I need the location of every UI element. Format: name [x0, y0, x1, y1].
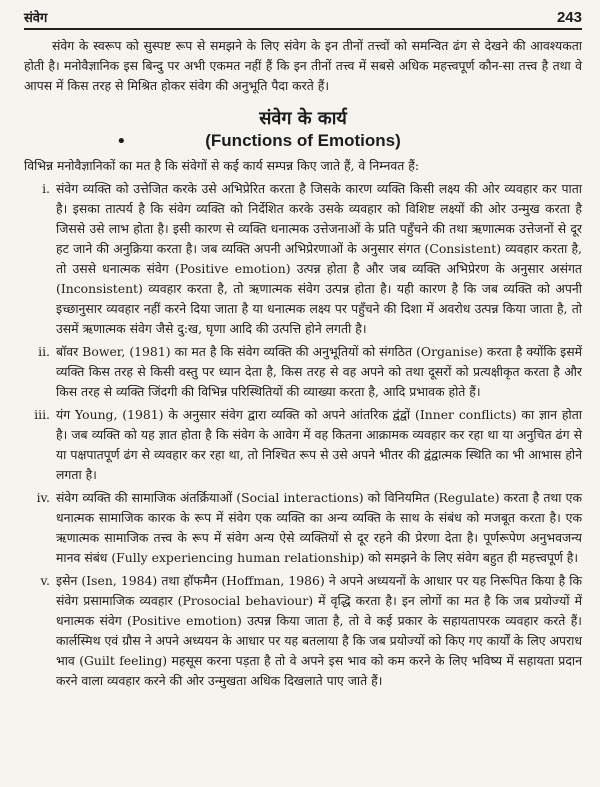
list-item-text: संवेग व्यक्ति को उत्तेजित करके उसे अभिप्रेरित करता है जिसके कारण व्यक्ति किसी लक्ष्य की ओर व्यवहार कर पाता है। इसका तात्पर्य है कि संवेग व्यक्ति को निर्देशित करके उसके व्यवहार को विशिष्ट लक्ष्यों की ओर उन्मुख करता है जिससे उसे लाभ होता है। इसी कारण से व्यक्ति धनात्मक उत्तेजनाओं के प्रति पहुँचने की तथा ऋणात्मक उत्तेजनों से दूर हट जाने की अनुक्रिया करता है। जब व्यक्ति अपनी अभिप्रेरणाओं के अनुसार संगत (Consistent) व्यवहार करता है, तो उससे धनात्मक संवेग (Positive emotion) उत्पन्न होता है और जब व्यक्ति अभिप्रेरण के अनुसार असंगत (Inconsistent) व्यवहार करता है, तो ऋणात्मक संवेग उत्पन्न होता है। यही कारण है कि जब व्यक्ति को अपनी इच्छानुसार व्यवहार नहीं करने दिया जाता है या धनात्मक लक्ष्य पर पहुँचने की दिशा में अवरोध उत्पन्न किया जाता है, तो उसमें ऋणात्मक संवेग जैसे दु:ख, घृणा आदि की उत्पत्ति होने लगती है। [56, 181, 582, 336]
list-item-number: iv. [36, 490, 50, 505]
list-item [24, 488, 582, 568]
lead-paragraph: विभिन्न मनोवैज्ञानिकों का मत है कि संवेगों से कई कार्य सम्पन्न किए जाते हैं, वे निम्नवत हैं: [24, 158, 420, 173]
list-item [24, 571, 582, 691]
list-item [24, 405, 582, 485]
list-item-text: संवेग व्यक्ति की सामाजिक अंतर्क्रियाओं (Social interactions) को विनियमित (Regulate) करता है तथा एक धनात्मक सामाजिक कारक के रूप में संवेग एक व्यक्ति का अन्य व्यक्ति के साथ के संबंध को मजबूत करता है। एक ऋणात्मक सामाजिक तत्त्व के रूप में संवेग अन्य ऐसे व्यक्तियों से दूर रहने की प्रेरणा देता है। पूर्णरूपेण अनुभवजन्य मानव संबंध (Fully experiencing human relationship) को समझने के लिए संवेग बहुत ही महत्त्वपूर्ण है। [56, 490, 582, 565]
list-item-number: ii. [38, 344, 50, 359]
section-heading-english: (Functions of Emotions) [205, 131, 401, 150]
list-item-number: i. [42, 181, 50, 196]
header-rule [24, 28, 582, 30]
intro-paragraph: संवेग के स्वरूप को सुस्पष्ट रूप से समझने के लिए संवेग के इन तीनों तत्त्वों को समन्वित ढंग से देखने की आवश्यकता होती है। मनोवैज्ञानिक इस बिन्दु पर अभी एकमत नहीं हैं कि इन तीनों तत्त्व में सबसे अधिक महत्त्वपूर्ण कौन-सा तत्त्व है तथा वे आपस में किस तरह से मिश्रित होकर संवेग की अनुभूति पैदा करते हैं। [24, 38, 582, 93]
list-item [24, 179, 582, 339]
bullet-dot-icon: • [116, 131, 127, 152]
list-item-text: बॉवर Bower, (1981) का मत है कि संवेग व्यक्ति की अनुभूतियों को संगठित (Organise) करता है क्योंकि इसमें व्यक्ति किस तरह से किसी वस्तु पर ध्यान देता है, किस तरह से वह अपने को तथा दूसरों को प्रत्यक्षीकृत करता है और किस तरह से व्यक्ति जिंदगी की विभिन्न परिस्थितियों की व्याख्या करता है, आदि प्रभावक होते हैं। [56, 344, 582, 399]
chapter-title: संवेग [24, 11, 48, 26]
list-item-number: v. [40, 573, 50, 588]
list-item [24, 342, 582, 402]
functions-list [24, 179, 582, 691]
running-header [24, 0, 582, 26]
list-item-text: यंग Young, (1981) के अनुसार संवेग द्वारा व्यक्ति को अपने आंतरिक द्वंद्वों (Inner conflicts) का ज्ञान होता है। जब व्यक्ति को यह ज्ञात होता है कि संवेग के आवेग में वह कितना आक्रामक व्यवहार कर रहा था या अनुचित ढंग से या पक्षपातपूर्ण ढंग से व्यवहार कर रहा था, तो निश्चित रूप से उसे अपने भीतर की द्वंद्वात्मक स्थिति का भी आभास होने लगता है। [56, 407, 582, 482]
section-heading-hindi: संवेग के कार्य [259, 108, 347, 129]
list-item-text: इसेन (Isen, 1984) तथा हॉफमैन (Hoffman, 1986) ने अपने अध्ययनों के आधार पर यह निरूपित किया है कि संवेग प्रसामाजिक व्यवहार (Prosocial behaviour) में वृद्धि करता है। इन लोगों का मत है कि जब प्रयोज्यों में धनात्मक संवेग (Positive emotion) उत्पन्न किया जाता है, तो वे कई प्रकार के सहायतापरक व्यवहार करते हैं। कार्लस्मिथ एवं ग्रौस ने अपने अध्ययन के आधार पर यह बतलाया है कि जब प्रयोज्यों को किए गए कार्यों के लिए अपराध भाव (Guilt feeling) महसूस करना पड़ता है तो वे अपने इस भाव को कम करने के लिए भविष्य में सहायता प्रदान करने वाला व्यवहार करने की ओर उन्मुखता अधिक दिखलाते पाए जाते हैं। [56, 573, 582, 688]
page-number: 243 [556, 9, 582, 26]
list-item-number: iii. [34, 407, 50, 422]
